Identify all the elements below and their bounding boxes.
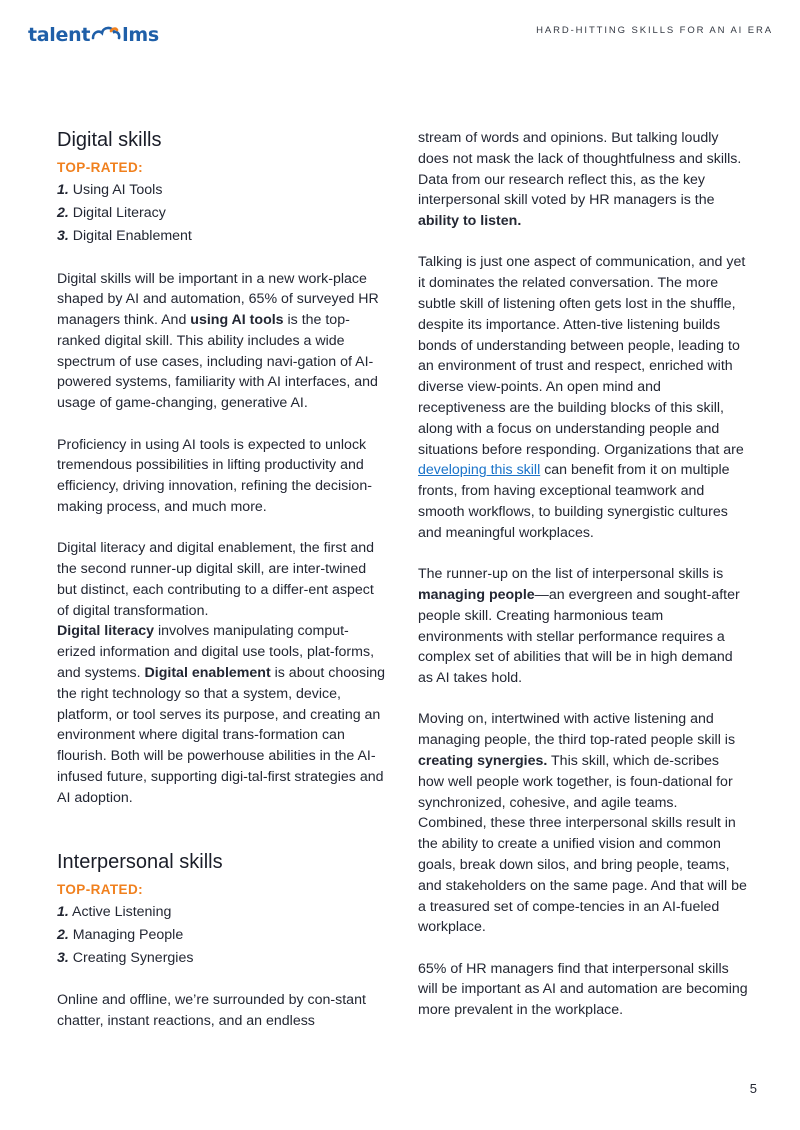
interpersonal-rank-item: 1. Active Listening	[57, 903, 172, 920]
digital-paragraph-4: Digital literacy involves manipulating comput-erized information and digital use tools, plat-forms, and systems. Digital enablement is about choosing the right technology so that a system, device, platform, or tool serves its purpose, and creating an environment where digital trans-formation can flourish. Both will be powerhouse abilities in the AI-infused future, supporting digi-tal-first strategies and AI adoption.	[57, 623, 386, 806]
managing-people-paragraph: The runner-up on the list of interpersonal skills is managing people—an evergreen and sought-after people skill. Creating harmonious team environments with stellar performance requires a complex set of abilities that will be in high demand as AI takes hold.	[418, 566, 740, 687]
interpersonal-skills-heading: Interpersonal skills	[57, 850, 223, 873]
interpersonal-rank-item: 2. Managing People	[57, 926, 184, 943]
digital-rank-item: 3. Digital Enablement	[57, 228, 192, 244]
digital-paragraph-2: Proficiency in using AI tools is expected to unlock tremendous possibilities in lifting productivity and efficiency, driving innovation, refining the decision-making process, and much more.	[57, 436, 372, 515]
talentlms-logo[interactable]	[28, 24, 159, 46]
page-number: 5	[749, 1081, 757, 1096]
cloud-logo-icon	[91, 24, 121, 40]
digital-skills-heading: Digital skills	[57, 129, 162, 151]
digital-rank-item: 1. Using AI Tools	[57, 182, 163, 198]
hr-managers-paragraph: 65% of HR managers find that interpersonal skills will be important as AI and automation are becoming more prevalent in the workplace.	[418, 960, 748, 1019]
logo-text-talent: talent	[28, 24, 91, 46]
digital-paragraph-3: Digital literacy and digital enablement, the first and the second runner-up digital skill, are inter-twined but distinct, each contributing to a differ-ent aspect of digital transformation.	[57, 540, 375, 619]
interpersonal-rank-item: 3. Creating Synergies	[57, 949, 194, 966]
interpersonal-top-rated-label: TOP-RATED:	[57, 881, 143, 897]
developing-this-skill-link[interactable]: developing this skill	[418, 462, 541, 479]
left-column	[57, 127, 387, 1032]
logo-text-lms: lms	[122, 24, 159, 46]
creating-synergies-paragraph: Moving on, intertwined with active listening and managing people, the third top-rated people skill is creating synergies. This skill, which de-scribes how well people work together, is foun-dational for synchronized, cohesive, and agile teams. Combined, these three interpersonal skills result in the ability to create a unified vision and common goals, break down silos, and bring people, teams, and stakeholders on the same page. And that will be a treasured set of compe-tencies in an AI-fueled workplace.	[418, 711, 747, 936]
listening-paragraph: stream of words and opinions. But talking loudly does not mask the lack of thoughtfulness and skills. Data from our research reflect this, as the key interpersonal skill voted by HR managers is the ability to listen.	[418, 130, 742, 230]
right-column	[418, 128, 748, 1021]
interpersonal-paragraph-1: Online and offline, we’re surrounded by con-stant chatter, instant reactions, and an endless	[57, 992, 366, 1029]
digital-top-rated-label: TOP-RATED:	[57, 160, 143, 175]
digital-paragraph-1: Digital skills will be important in a new work-place shaped by AI and automation, 65% of surveyed HR managers think. And using AI tools is the top-ranked digital skill. This ability includes a wide spectrum of use cases, including navi-gation of AI-powered systems, familiarity with AI interfaces, and usage of game-changing, generative AI.	[57, 270, 379, 412]
running-head: HARD-HITTING SKILLS FOR AN AI ERA	[536, 25, 773, 36]
communication-paragraph: Talking is just one aspect of communication, and yet it dominates the related conversation. The more subtle skill of listening often gets lost in the shuffle, despite its importance. Atten-tive listening builds bonds of understanding between people, leading to an environment of trust and respect, enriched with diverse view-points. An open mind and receptiveness are the building blocks of this skill, along with a focus on understanding people and situations before responding. Organizations that are developing this skill can benefit from it on multiple fronts, from having exceptional teamwork and smooth workflows, to building synergistic cultures and meaningful workplaces.	[418, 254, 746, 541]
digital-rank-item: 2. Digital Literacy	[57, 205, 166, 221]
